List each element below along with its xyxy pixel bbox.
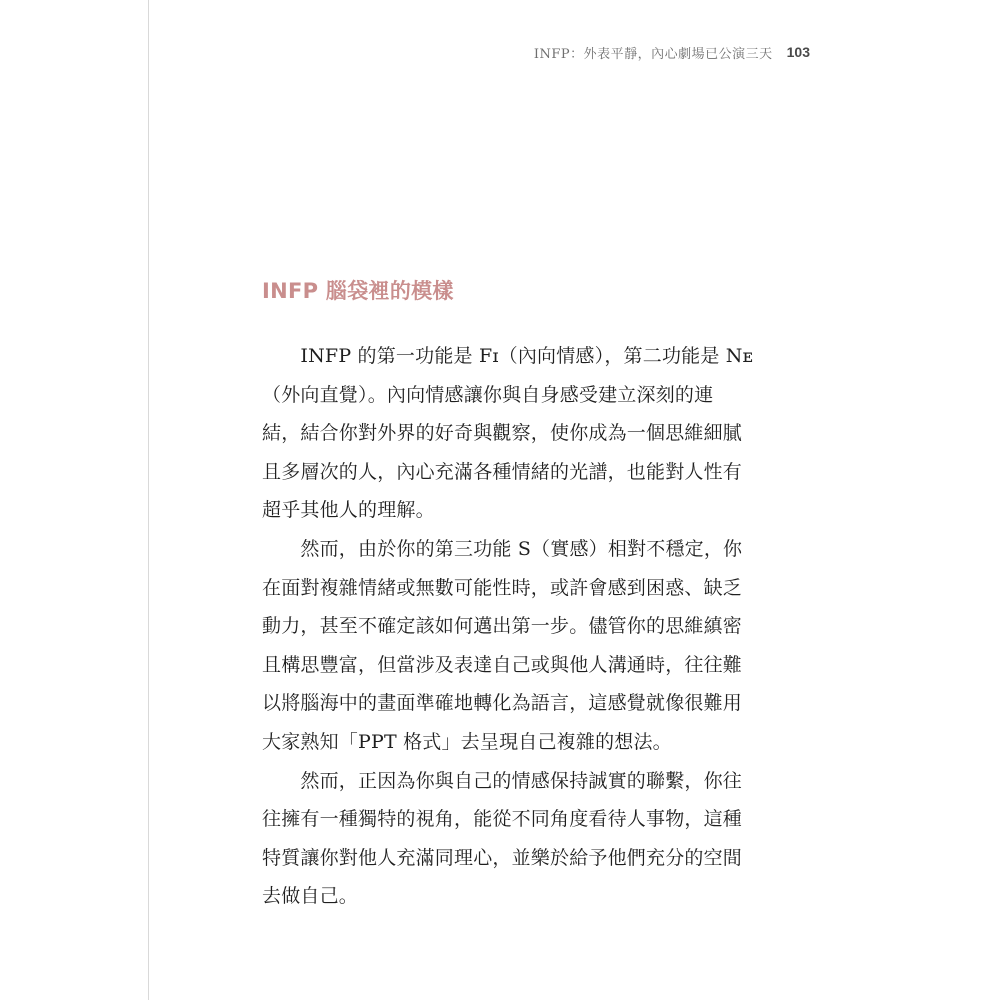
text-line: 超乎其他人的理解。 xyxy=(262,499,435,522)
text-line: 在面對複雜情緒或無數可能性時，或許會感到困惑、缺乏 xyxy=(262,576,743,599)
text-line: 然而，正因為你與自己的情感保持誠實的聯繫，你往 xyxy=(262,769,743,792)
text-line: 且構思豐富，但當涉及表達自己或與他人溝通時，往往難 xyxy=(262,653,743,676)
text-line: 然而，由於你的第三功能 S（實感）相對不穩定，你 xyxy=(262,537,743,560)
text-line: 動力，甚至不確定該如何邁出第一步。儘管你的思維縝密 xyxy=(262,615,743,638)
page-number: 103 xyxy=(786,44,810,60)
text-line: 特質讓你對他人充滿同理心，並樂於給予他們充分的空間 xyxy=(262,846,743,869)
page-gutter-line xyxy=(148,0,149,1000)
body-text xyxy=(262,337,782,916)
running-header xyxy=(534,40,810,64)
text-line: （外向直覺）。內向情感讓你與自身感受建立深刻的連 xyxy=(262,383,714,406)
text-line: 以將腦海中的畫面準確地轉化為語言，這感覺就像很難用 xyxy=(262,692,743,715)
running-title: INFP：外表平靜，內心劇場已公演三天 xyxy=(533,46,773,62)
text-line: 且多層次的人，內心充滿各種情緒的光譜，也能對人性有 xyxy=(262,460,743,483)
section-heading: INFP 腦袋裡的模樣 xyxy=(262,279,454,303)
text-line: 大家熟知「PPT 格式」去呈現自己複雜的想法。 xyxy=(262,730,672,753)
text-line: 結，結合你對外界的好奇與觀察，使你成為一個思維細膩 xyxy=(262,422,743,445)
text-line: INFP 的第一功能是 Fɪ（內向情感），第二功能是 Nᴇ xyxy=(262,345,754,367)
text-line: 去做自己。 xyxy=(262,885,359,908)
text-line: 往擁有一種獨特的視角，能從不同角度看待人事物，這種 xyxy=(262,808,743,831)
